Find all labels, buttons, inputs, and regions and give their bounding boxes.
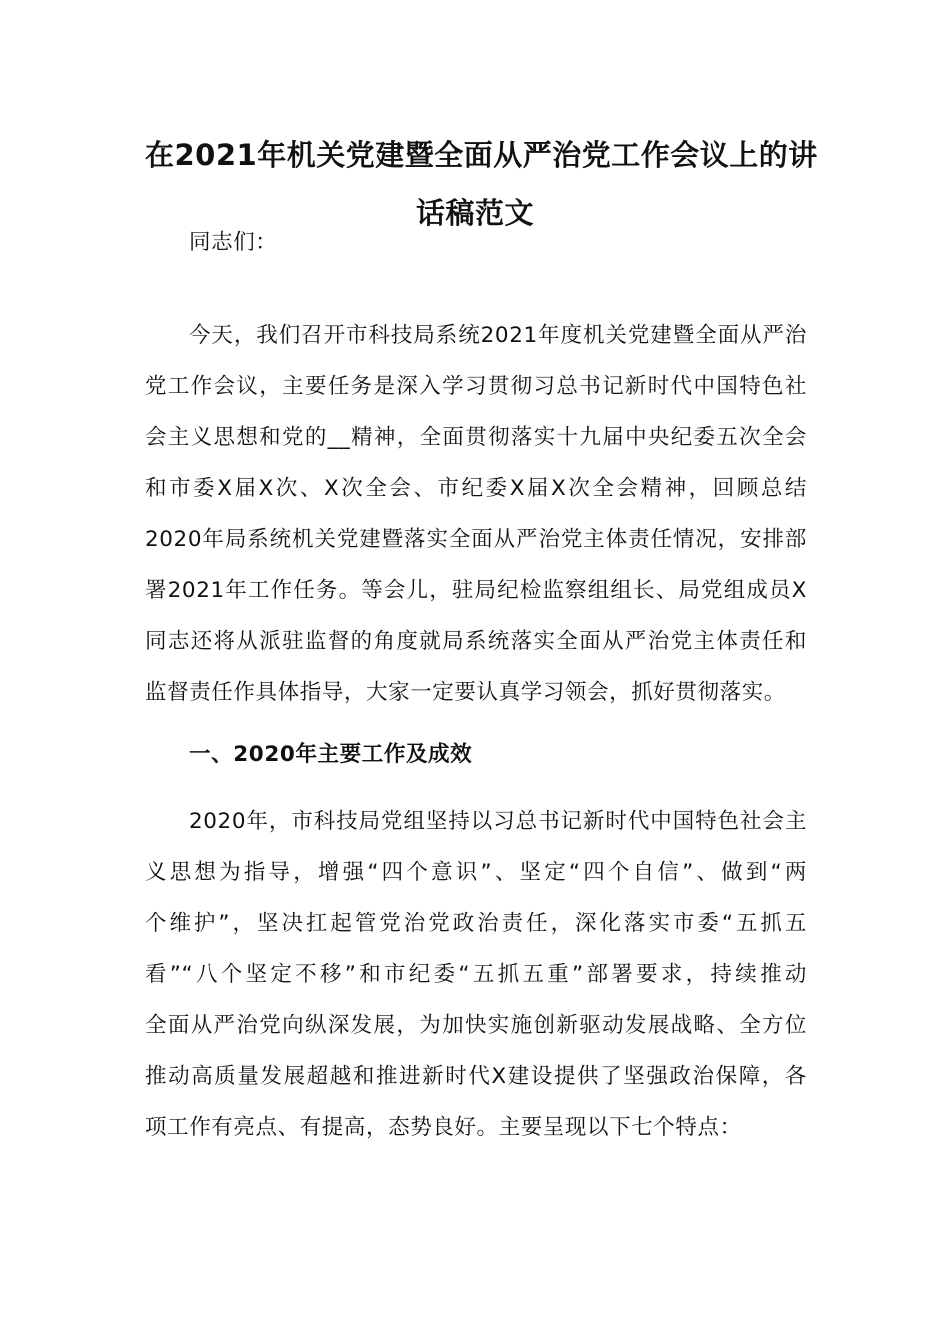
paragraph1-line-4: 和市委X届X次、X次全会、市纪委X届X次全会精神，回顾总结	[145, 476, 807, 501]
paragraph1-line-5: 2020年局系统机关党建暨落实全面从严治党主体责任情况，安排部	[145, 527, 807, 552]
paragraph1-line-1: 今天，我们召开市科技局系统2021年度机关党建暨全面从严治	[189, 323, 807, 348]
paragraph2-line-6: 推动高质量发展超越和推进新时代X建设提供了坚强政治保障，各	[145, 1064, 807, 1089]
paragraph1-line-2: 党工作会议，主要任务是深入学习贯彻习总书记新时代中国特色社	[145, 374, 807, 399]
paragraph2-line-4: 看”“八个坚定不移”和市纪委“五抓五重”部署要求，持续推动	[145, 962, 807, 987]
paragraph1-line-8: 监督责任作具体指导，大家一定要认真学习领会，抓好贯彻落实。	[145, 680, 786, 705]
section-heading: 一、2020年主要工作及成效	[189, 742, 473, 767]
salutation: 同志们：	[189, 230, 278, 255]
paragraph1-line-7: 同志还将从派驻监督的角度就局系统落实全面从严治党主体责任和	[145, 629, 807, 654]
title-line-1: 在2021年机关党建暨全面从严治党工作会议上的讲	[145, 138, 818, 172]
paragraph1-line-6: 署2021年工作任务。等会儿，驻局纪检监察组组长、局党组成员X	[145, 578, 807, 603]
paragraph2-line-2: 义思想为指导，增强“四个意识”、坚定“四个自信”、做到“两	[145, 860, 807, 885]
document-title	[145, 126, 818, 242]
paragraph2-line-3: 个维护”，坚决扛起管党治党政治责任，深化落实市委“五抓五	[145, 911, 807, 936]
title-line-2: 话稿范文	[415, 196, 534, 230]
paragraph2-line-7: 项工作有亮点、有提高，态势良好。主要呈现以下七个特点：	[145, 1115, 742, 1140]
paragraph2-line-5: 全面从严治党向纵深发展，为加快实施创新驱动发展战略、全方位	[145, 1013, 807, 1038]
paragraph1-line-3: 会主义思想和党的__精神，全面贯彻落实十九届中央纪委五次全会	[145, 425, 807, 450]
paragraph2-line-1: 2020年，市科技局党组坚持以习总书记新时代中国特色社会主	[189, 809, 807, 834]
